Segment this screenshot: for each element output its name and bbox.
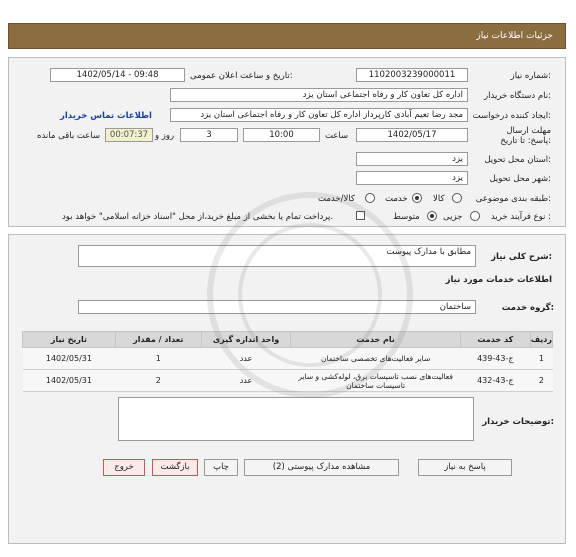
services-section-title: اطلاعات خدمات مورد نیاز [445, 275, 552, 285]
remaining-time-field: 00:07:37 [105, 128, 153, 142]
print-button[interactable]: چاپ [204, 459, 238, 476]
process-option-minor: جزیی [443, 212, 463, 222]
view-documents-button[interactable]: مشاهده مدارک پیوستی (2) [244, 459, 399, 476]
process-radio-minor[interactable] [470, 211, 480, 221]
category-option-goods: کالا [433, 194, 445, 204]
category-option-goods-service: کالا/خدمت [318, 194, 355, 204]
deadline-time-field: 10:00 [243, 128, 320, 142]
service-group-field: ساختمان [78, 300, 476, 314]
buyer-field: اداره کل تعاون کار و رفاه اجتماعی استان یزد [170, 88, 468, 102]
deadline-time-label: ساعت [325, 131, 349, 141]
process-radio-medium[interactable] [427, 211, 437, 221]
reply-button[interactable]: پاسخ به نیاز [418, 459, 512, 476]
deadline-label: مهلت ارسال پاسخ: تا تاریخ: [500, 126, 551, 146]
col-header-qty: تعداد / مقدار [115, 332, 201, 348]
buyer-notes-field [118, 397, 474, 441]
city-field: یزد [356, 171, 468, 185]
summary-field [78, 245, 476, 267]
col-header-unit: واحد اندازه گیری [201, 332, 291, 348]
deadline-date-field: 1402/05/17 [356, 128, 468, 142]
category-option-service: خدمت [385, 194, 408, 204]
table-header-row [23, 332, 553, 348]
cell-date: 1402/05/31 [23, 348, 116, 370]
category-radio-goods[interactable] [452, 193, 462, 203]
city-label: شهر محل تحویل: [489, 174, 551, 184]
cell-code: ج-43-439 [460, 348, 530, 370]
process-option-medium: متوسط [393, 212, 420, 222]
cell-row: 1 [530, 348, 552, 370]
cell-name: فعالیت‌های نصب تاسیسات برق، لوله‌کشی و سایر تاسیسات ساختمان [291, 370, 461, 392]
announce-field: 1402/05/14 - 09:48 [50, 68, 185, 82]
province-label: استان محل تحویل: [484, 155, 551, 165]
buyer-notes-label: توضیحات خریدار: [482, 417, 554, 427]
cell-unit: عدد [201, 348, 291, 370]
summary-label: شرح کلی نیاز: [491, 252, 552, 262]
summary-text: مطابق با مدارک پیوست [386, 247, 471, 257]
exit-button[interactable]: خروج [103, 459, 145, 476]
contact-info-link[interactable]: اطلاعات تماس خریدار [60, 111, 152, 121]
table-row [23, 370, 553, 392]
category-label: طبقه بندی موضوعی: [475, 194, 551, 204]
category-radio-service[interactable] [412, 193, 422, 203]
buyer-label: نام دستگاه خریدار: [484, 91, 551, 101]
page-title: جزئیات اطلاعات نیاز [476, 31, 553, 41]
need-number-label: شماره نیاز: [510, 71, 551, 81]
cell-name: سایر فعالیت‌های تخصصی ساختمان [291, 348, 461, 370]
col-header-date: تاریخ نیاز [23, 332, 116, 348]
col-header-row: ردیف [530, 332, 552, 348]
col-header-name: نام خدمت [291, 332, 461, 348]
cell-date: 1402/05/31 [23, 370, 116, 392]
payment-note: پرداخت تمام یا بخشی از مبلغ خرید،از محل "اسناد خزانه اسلامی" خواهد بود. [62, 212, 334, 222]
service-group-label: گروه خدمت: [501, 303, 554, 313]
col-header-code: کد خدمت [460, 332, 530, 348]
process-label: نوع فرآیند خرید : [490, 212, 551, 222]
treasury-checkbox[interactable] [356, 211, 365, 220]
days-label: روز و [155, 131, 175, 141]
cell-unit: عدد [201, 370, 291, 392]
services-table [22, 331, 553, 392]
need-number-field: 1102003239000011 [356, 68, 468, 82]
cell-code: ج-43-432 [460, 370, 530, 392]
page-title-bar [8, 23, 566, 49]
days-field: 3 [180, 128, 238, 142]
creator-field: مجد رضا تعیم آبادی کارپرداز اداره کل تعاون کار و رفاه اجتماعی استان یزد [170, 108, 468, 122]
category-radio-goods-service[interactable] [365, 193, 375, 203]
creator-label: ایجاد کننده درخواست: [472, 111, 551, 121]
cell-row: 2 [530, 370, 552, 392]
announce-label: تاریخ و ساعت اعلان عمومی: [190, 71, 293, 81]
cell-qty: 2 [115, 370, 201, 392]
remaining-label: ساعت باقی مانده [37, 131, 101, 141]
province-field: یزد [356, 152, 468, 166]
table-row [23, 348, 553, 370]
back-button[interactable]: بازگشت [152, 459, 198, 476]
cell-qty: 1 [115, 348, 201, 370]
